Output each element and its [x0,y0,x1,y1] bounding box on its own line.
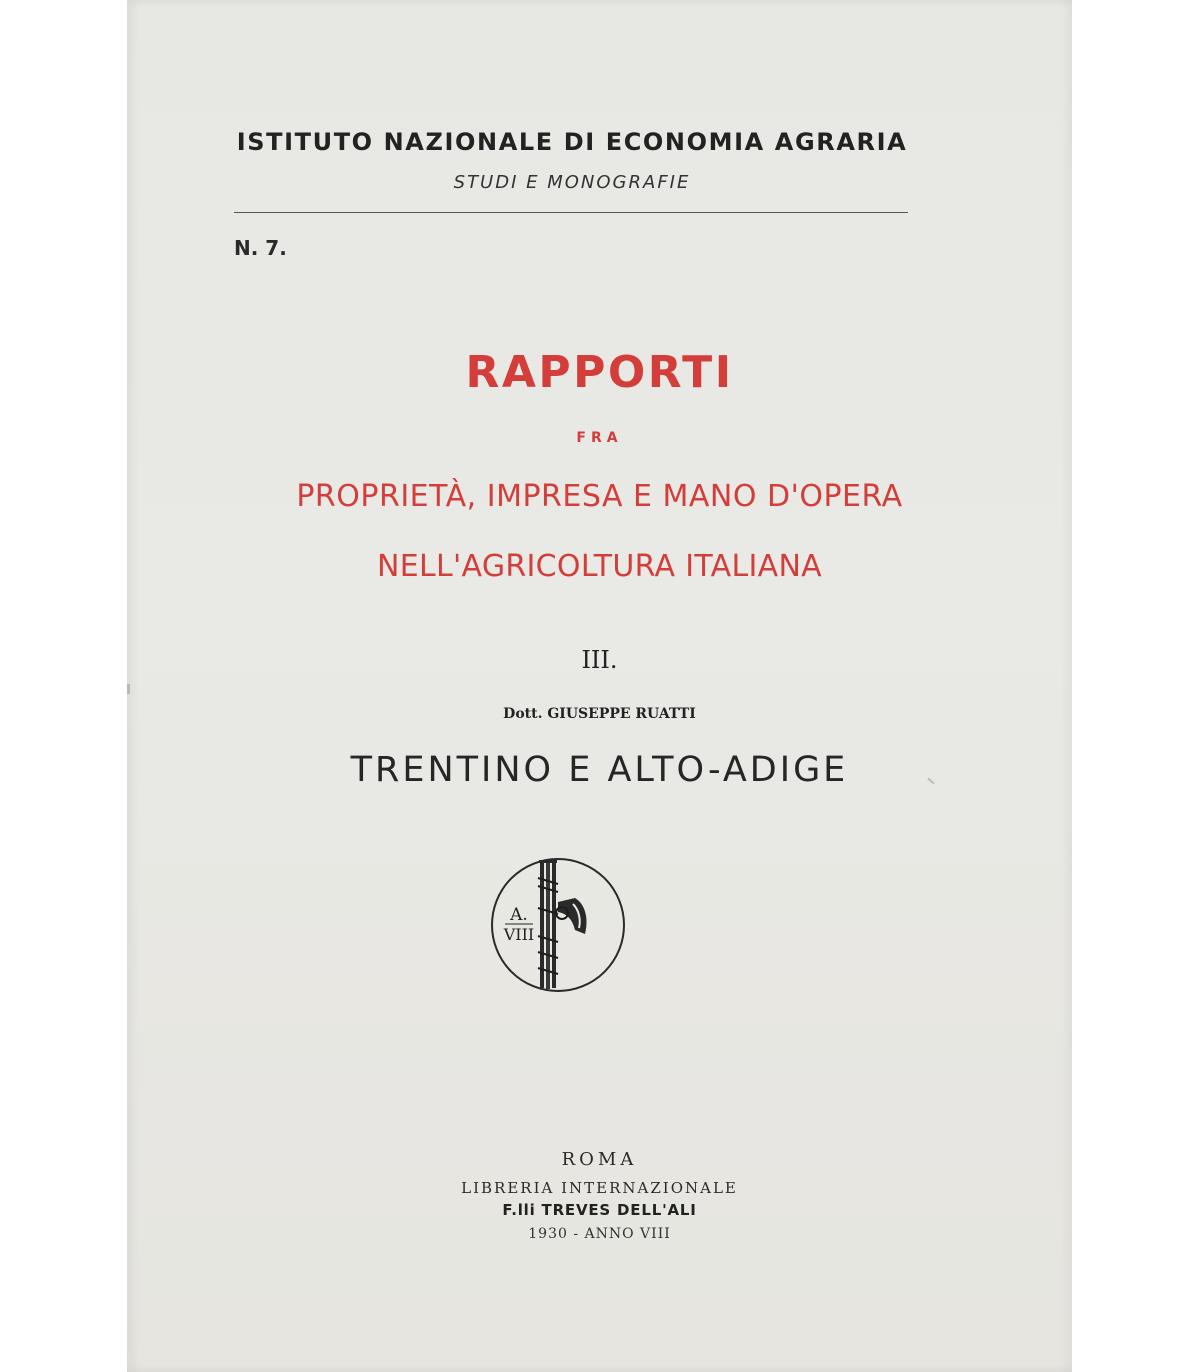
emblem-text-line-1: A. [510,905,528,925]
title-line-1: PROPRIETÀ, IMPRESA E MANO D'OPERA [296,479,903,514]
imprint-publisher: LIBRERIA INTERNAZIONALE [461,1179,738,1197]
imprint-publisher-house: F.lli TREVES DELL'ALI [502,1201,697,1219]
imprint-date: 1930 - ANNO VIII [528,1226,671,1242]
series-name: STUDI E MONOGRAFIE [453,172,691,193]
issue-number: N. 7. [234,236,287,260]
title-connector: FRA [576,430,623,446]
header-rule [234,212,908,213]
region-title: TRENTINO E ALTO-ADIGE [350,750,849,790]
title-main: RAPPORTI [465,347,734,398]
institute-name: ISTITUTO NAZIONALE DI ECONOMIA AGRARIA [236,128,908,156]
title-page [127,0,1072,1372]
imprint-city: ROMA [561,1149,638,1170]
title-line-2: NELL'AGRICOLTURA ITALIANA [376,549,823,584]
fasces-emblem-icon [489,856,627,994]
author-name: Dott. GIUSEPPE RUATTI [503,706,696,722]
volume-number: III. [581,646,618,674]
emblem-text-line-2: VIII [503,925,535,944]
paper-speck [127,684,130,694]
